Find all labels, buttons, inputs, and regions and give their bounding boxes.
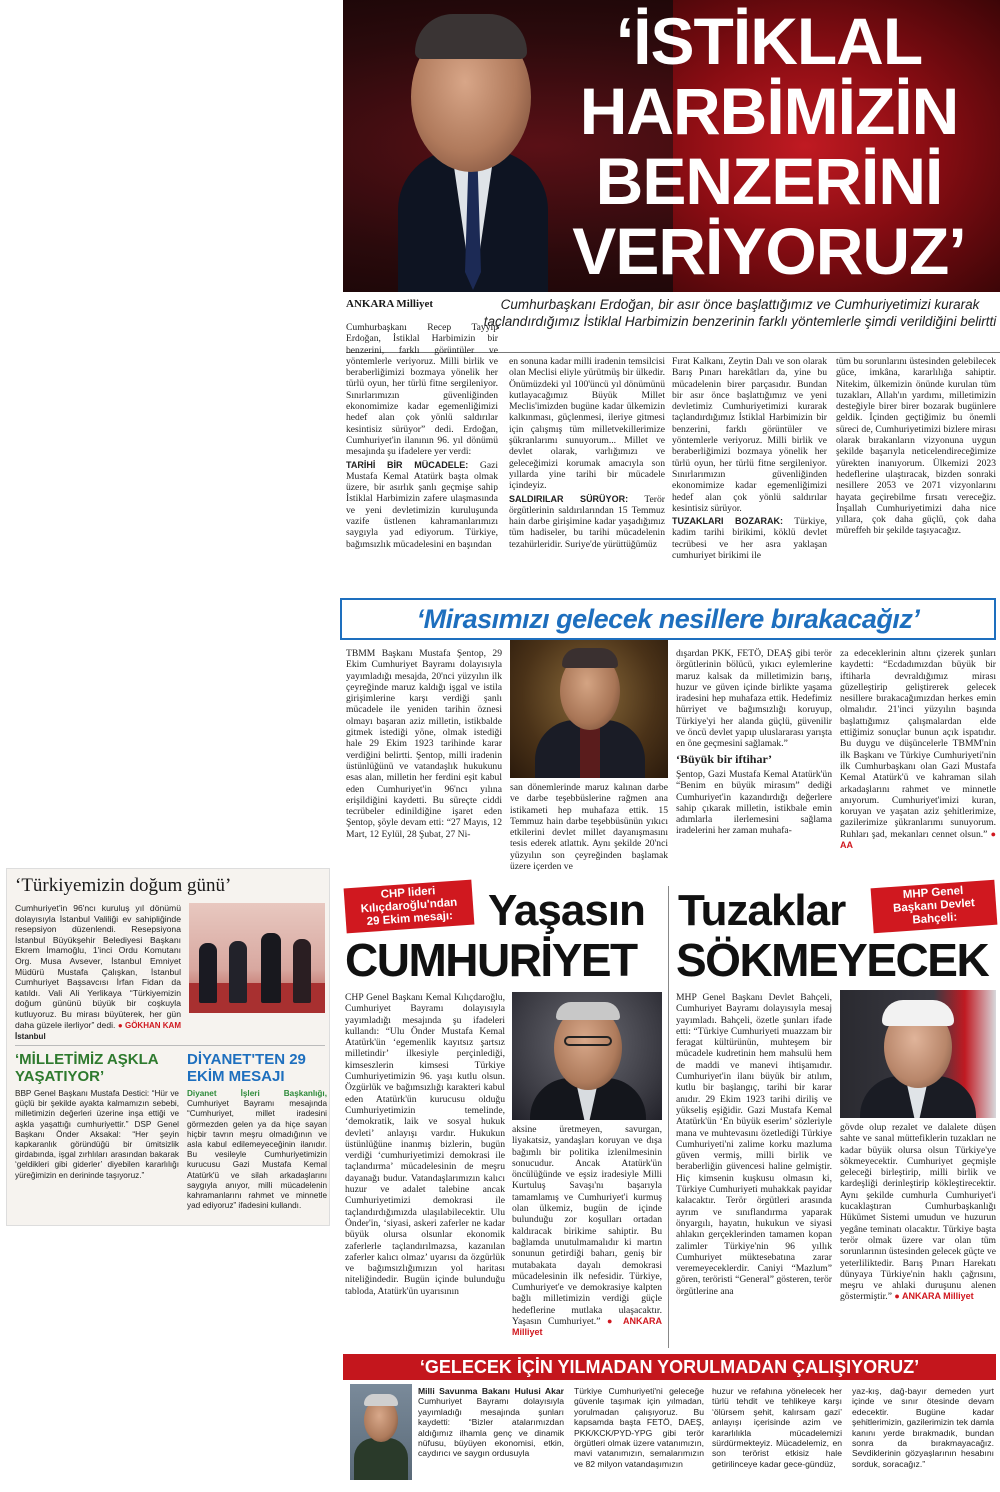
hero-headline: ‘İSTİKLAL HARBİMİZİN BENZERİNİ VERİYORUZ’ (572, 4, 966, 288)
erdogan-hair (415, 14, 527, 59)
sentop-photo (510, 640, 668, 778)
end-tag-aa: ● AA (840, 828, 996, 851)
bottom-banner: ‘GELECEK İÇİN YILMADAN YORULMADAN ÇALIŞIYORUZ’ (343, 1354, 996, 1380)
section2-banner: ‘Mirasımızı gelecek nesillere bırakacağız’ (340, 598, 996, 640)
chp-col-1: CHP Genel Başkanı Kemal Kılıçdaroğlu, Cumhuriyet Bayramı dolayısıyla yayımladığı mesajında şu ifadeleri kullandı: “Ulu Önder Mustafa Kemal Atatürk'ün ‘egemenlik kayıtsız şartsız milletindir’ ilkesiyle perçinlediği, kimseszlerin kimsesi Türkiye Cumhuriyetimizin 96. yaşı kutlu olsun. Özgürlük ve bağımsızlığı karakteri kabul eden Atatürk'ün kurucusu olduğu Cumhuriyetimizin temelinde, ‘demokratik, laik ve sosyal hukuk devleti’ anlayışı vardır. Hukukun üstünlüğüne inanmış bizlerin, bugün verdiği ‘cumhuriyetimizi demokrasi ile taçlandırma’ mücadelesinin de meşru dayanağı budur. Vatandaşlarımızın kalıcı huzur ve adalet talebine ancak Cumhuriyetimizi demokrasi ile taçlandırdığımızda ulaşılabilecektir. Ulu Önder'in, ‘siyasi, askeri zaferler ne kadar büyük olursa olsunlar ekonomik zaferlerle taçlandırılmazsa, kazanılan zaferler kalıcı olmaz’ uyarısı da özgürlük ve bağımsızlığımızın yol haritası niteliğindedir. Bugün içinde bulunduğu tabloda, Atatürk'ün uyarısının (345, 992, 505, 1297)
chp-headline-1: Yaşasın (488, 886, 645, 935)
akar-photo (350, 1384, 412, 1480)
subhead-iftihar: ‘Büyük bir iftihar’ (676, 751, 773, 766)
subhead-tarihi: TARİHİ BİR MÜCADELE: (346, 459, 469, 470)
bahceli-photo (840, 990, 996, 1118)
top-col-1: Cumhurbaşkanı Recep Tayyip Erdoğan, İstiklal Harbimizin bir benzerini, farklı görüntüler ve yöntemlerle veriyoruz. Milli birlik ve beraberliğimizi bozmaya yönelik her türlü oyun, her türlü fitne sergileniyor. Sınırlarımızın güvenliğinden ekonomimize kadar egemenliğimizi hedef alan çok yönlü saldırılar kesintisiz sürüyor” dedi. Erdoğan, Cumhuriyet'in ilanının 96. yıl dönümü mesajında şu ifadelere yer verdi: TARİHİ BİR MÜCADELE: Gazi Mustafa Kemal Atatürk başta olmak üzere, bir asırlık şanlı geçmişe sahip İstiklal Harbimizin zafere ulaşmasında ve yeni devletimizin kuruluşunda vazife üstlenen kahramanlarımızı saygıyla yad ediyorum. Türkiye, bağımsızlık mücadelesini en başından (346, 322, 498, 550)
bottom-col-1: Milli Savunma Bakanı Hulusi Akar Cumhuriyet Bayramı dolayısıyla yayımladığı mesajında şunları kaydetti: “Bizler atalarımızdan aldığımız ilhamla genç ve dinamik nüfusu, büyüyen ekonomisi, etkin, caydırıcı ve saygın ordusuyla (418, 1386, 564, 1459)
mhp-end-tag: ● ANKARA Milliyet (894, 1291, 974, 1302)
chp-col-2: aksine üretmeyen, savurgan, liyakatsiz, yandaşları koruyan ve dışa bağımlı bir politika izlenilmesinin sonucudur. Ancak Atatürk'ün öncülüğünde ve eşsiz iradesiyle Milli Kurtuluş Savaşı'nı başarıyla tamamlamış ve Cumhuriyet'i kurmuş olan ülkemiz, bugün de içinde bulunduğu zor koşulları ortadan kaldıracak birikime sahiptir. Bu bağlamda unutulmamalıdır ki martın sonunun getirdiği baharı, geniş bir mutabakata dayalı demokrasi mücadelesinin ilk nefesidir. Türkiye, Cumhuriyet'e ve demokrasiye kalpten bağlı milletimizin verdiği güçle hedeflerine mutlaka ulaşacaktır. Yaşasın Cumhuriyet.” ● ANKARA Milliyet (512, 1124, 662, 1338)
reception-photo (189, 903, 325, 1013)
sub1-text: BBP Genel Başkanı Mustafa Destici: “Hür ve güçlü bir şekilde ayakta kalmamızın sebebi, milletimizin değerleri üzerine inşa ettiği ve aşkla yaşattığı cumhuriyettir.” DSP Genel Başkanı Önder Aksakal: “Her şeyin kapkaranlık göründüğü bir ümitsizlik girdabında, işgal zırhlıları arasından bakarak ‘geldikleri gibi giderler’ diyebilen kararlılığı yüreğimizin en derininde taşıyoruz.” (15, 1089, 179, 1180)
subhead-tuzaklari: TUZAKLARI BOZARAK: (672, 516, 783, 527)
sub2-title: DİYANET'TEN 29 EKİM MESAJI (187, 1051, 306, 1085)
top-col1-text: Cumhurbaşkanı Recep Tayyip Erdoğan, İstiklal Harbimizin bir benzerini, farklı görüntüler ve yöntemlerle veriyoruz. Milli birlik ve beraberliğimizi bozmaya yönelik her türlü oyun, her türlü fitne sergileniyor. Sınırlarımızın güvenliğinden ekonomimize kadar egemenliğimizi hedef alan çok yönlü saldırılar kesintisiz sürüyor” dedi. Erdoğan, Cumhuriyet'in ilanının 96. yıl dönümü mesajında şu ifadelere yer verdi: (346, 322, 498, 458)
s2-col-4: za edeceklerinin altını çizerek şunları kaydetti: “Ecdadımızdan büyük bir iftiharla devraldığımız mirası güzelleştirip geliştirerek gelecek nesillere bırakacağımızdan herkes emin olmalıdır. 21'inci yüzyılın başında başlattığımız çalışmalardan elde ettiğimiz sonuçlar bunun açık ispatıdır. Bu duygu ve düşüncelerle TBMM'nin ilk Başkanı ve Türkiye Cumhuriyeti'nin ilk Cumhurbaşkanı olan Gazi Mustafa Kemal Atatürk'ü ve kahraman silah arkadaşlarını rahmet ve minnetle anıyorum. Cumhuriyet'imizi kuran, koruyan ve yaşatan aziz şehitlerimize, gazilerimize şükranlarımı sunuyorum. Ruhları şad, mekanları cennet olsun.” ● AA (840, 648, 996, 851)
mhp-kicker: MHP Genel Başkanı Devlet Bahçeli: (871, 880, 998, 934)
bottom-col-4: yaz-kış, dağ-bayır demeden yurt içinde ve sınır ötesinde devam edecektir. Bugüne kadar şehitlerimizin, gazilerimizin tek damla kanını yerde bırakmadık, bundan sonra da bırakmayacağız. Sevdiklerinin gözyaşlarının hesabını sorduk, soracağız.” (852, 1386, 994, 1469)
left-box-title: ‘Türkiyemizin doğum günü’ (15, 875, 232, 896)
left-box-text: Cumhuriyet'in 96'ncı kuruluş yıl dönümü dolayısıyla İstanbul Valiliği ev sahipliğinde resepsiyon düzenlendi. Resepsiyona İstanbul Büyükşehir Belediyesi Başkanı Ekrem İmamoğlu, 1'inci Ordu Komutanı Org. Musa Avsever, İstanbul Emniyet Müdürü Mustafa Çalışkan, İstanbul Cumhuriyet Başsavcısı İrfan Fidan da katıldı. Vali Ali Yerlikaya “Türkiyemizin doğum gününü büyük bir coşkuyla kutluyoruz. Bu mirası büyüterek, her gün daha güzele ilerliyor” dedi. ● GÖKHAN KAM İstanbul (15, 903, 181, 1042)
bottom-col-2: Türkiye Cumhuriyeti'ni geleceğe güvenle taşımak için yılmadan, yorulmadan çalışıyoruz. Bu kapsamda başta FETÖ, DAEŞ, PKK/KCK/PYD-YPG gibi terör örgütleri olmak üzere vatanımızın, mavi vatanımızın, semalarımızın ve 82 milyon vatandaşımızın (574, 1386, 704, 1469)
s2-col-2: san dönemlerinde maruz kalınan darbe ve darbe teşebbüslerine rağmen ana istikameti hep muhafaza ettik. 15 Temmuz hain darbe teşebbüsünün yıkıcı etkilerini devlet millet dayanışmasını tesis ederek atlattık. Aynı şekilde 20'nci yüzyılın son çeyreğinden başlamak üzere içerden ve (510, 782, 668, 873)
chp-end-tag: ● ANKARA Milliyet (512, 1316, 662, 1338)
hero-deck: Cumhurbaşkanı Erdoğan, bir asır önce başlattığımız ve Cumhuriyetimizi kurarak taçlandırdığımız İstiklal Harbimizin benzerinin farklı yöntemlerle şimdi verildiğini belirtti (483, 297, 997, 329)
mhp-col-1: MHP Genel Başkanı Devlet Bahçeli, Cumhuriyet Bayramı dolayısıyla mesaj yayımladı. Bahçeli, özetle şunları ifade etti: “Türkiye Cumhuriyeti muazzam bir feragat kültürünün, muhteşem bir mücadele kudretinin hem mahsulü hem de maddi ve manevi ihtişamıdır. Cumhuriyet'in ilanı büyük bir atılım, kutlu bir başlangıç, tarihi bir karar anıdır. 29 Ekim 1923 tarihi diriliş ve yükseliş eşiğidir. Gazi Mustafa Kemal Atatürk'ün ‘En büyük eserim’ sözleriyle mana ve muhtevasını özetlediği Türkiye Cumhuriyeti'ni zalime korku mazluma güven vermiş, milli birlik ve beraberliğin güvencesi haline gelmiştir. Hiç kimsenin kuşkusu olmasın ki, Türkiye Cumhuriyeti muhakkak payidar kalacaktır. Terör örgütleri arasında ayrım ve sınıflandırma yaparak önyargılı, hayatın, hukukun ve siyasi ahlakın gerçeklerinden tamamen kopan zalimler Türkiye'nin 96 yıllık Cumhuriyet müktesebatına zarar veremeyeceklerdir. Caniyi “Mazlum” gören, teröristi “General” gösteren, terör örgütlerine ana (676, 992, 832, 1297)
kilicdaroglu-photo (512, 992, 662, 1120)
sub1-title: ‘MİLLETİMİZ AŞKLA YAŞATIYOR’ (15, 1051, 159, 1085)
mhp-headline-2: SÖKMEYECEK (676, 934, 989, 986)
hero-panel (343, 0, 1000, 292)
s2-col-3: dışardan PKK, FETÖ, DEAŞ gibi terör örgütlerinin bölücü, yıkıcı eylemlerine maruz kalsak da milletimizin barış, huzur ve güven içinde birlikte yaşama iradesini hep muhafaza ettik. Hedefimiz hürriyet ve bağımsızlığı koruyup, Türkiye'yi her alanda güçlü, güvenilir ve öncü devlet yapıp uluslararası yarışta en öne geçmesini sağlamak.” ‘Büyük bir iftihar’ Şentop, Gazi Mustafa Kemal Atatürk'ün “Benim en büyük mirasım” dediği Cumhuriyet'in kazandırdığı değerlere sahip çıkarak milletin, istikbale emin adımlarla ilerlemesini sağlama iradelerini her zaman muhafa- (676, 648, 832, 837)
top-col-4: tüm bu sorunlarını üstesinden gelebilecek güce, imkâna, kararlılığa sahiptir. Nitekim, ülkemizin önünde kurulan tüm tuzakları, Allah'ın yardımı, milletimizin desteğiyle birer birer bozarak bugünlere geldik. İçinden geçtiğimiz bu önemli süreci de, Cumhuriyetimizi bizlere mirası olarak bırakanların vizyonuna uygun şekilde başarıyla neticelendireceğimize yürekten inanıyorum. Ülkemizi 2023 hedeflerine ulaştıracak, bizden sonraki nesillere 2053 ve 2071 vizyonlarını hayata geçirebilme fırsatı vereceğiz. İnşallah Cumhuriyetimizi daha nice yıllara, çok daha güçlü, çok daha müreffeh bir şekilde taşıyacağız. (836, 356, 996, 537)
s2-col-1: TBMM Başkanı Mustafa Şentop, 29 Ekim Cumhuriyet Bayramı dolayısıyla yayımladığı mesajda, 20'nci yüzyılın ilk çeyreğinde maruz kaldığı işgal ve istila girişimlerine karşı verdiği şanlı mücadele ile yeniden tarihin öznesi olmayı başaran aziz milletin, istikbalde gitmek istediği yöne, olmak istediği hale 29 Ekim 1923 tarihinde karar verdiğini belirtti. Şentop, milli iradenin üstünlüğünü ve vatandaşlık hukukunu esas alan, milletin her ferdini eşit kabul eden Cumhuriyet'in 96'ncı yılına erişildiğini kaydetti. Bu süreçte ciddi tecrübeler edinildiğine işaret eden Şentop, şöyle devam etti: “27 Mayıs, 12 Mart, 12 Eylül, 28 Şubat, 27 Ni- (346, 648, 502, 840)
sub2-text: Diyanet İşleri Başkanlığı, Cumhuriyet Bayramı mesajında “Cumhuriyet, millet iradesini görmezden gelen ya da hiçe sayan hiçbir tavrın meşru olmadığının ve asla kabul edilemeyeceğinin ilanıdır. Bu vesileyle Cumhuriyetimizin kurucusu Gazi Mustafa Kemal Atatürk'ü ve silah arkadaşlarını saygıyla anıyor, milli mücadelenin kahramanlarını rahmet ve minnetle yad ediyoruz” ifadesini kullandı. (187, 1089, 327, 1211)
chp-headline-2: CUMHURİYET (345, 934, 637, 986)
bottom-col-3: huzur ve refahına yönelecek her türlü tehdit ve tehlikeye karşı ‘ölürsem şehit, kalırsam gazi’ anlayışı içerisinde azim ve kararlılıkla mücadelemizi sürdürmekteyiz. Mücadelemiz, en son terörist etkisiz hale getirilinceye kadar gece-gündüz, (712, 1386, 842, 1469)
chp-kicker: CHP lideri Kılıçdaroğlu'ndan 29 Ekim mesajı: (344, 880, 475, 934)
subhead-saldirilar: SALDIRILAR SÜRÜYOR: (509, 493, 629, 504)
left-box (6, 868, 330, 1226)
top-col-3: Fırat Kalkanı, Zeytin Dalı ve son olarak Barış Pınarı harekâtları da, yine bu mücadelenin birer parçasıdır. Bundan bir asır önce başlattığımız ve yeni devletimiz Cumhuriyetimizi kurarak taçlandırdığımız İstiklal Harbimizin bir benzerini, farklı görüntüler ve yöntemlerle veriyoruz. Milli birlik ve beraberliğimizi bozmaya yönelik her türlü oyun, her türlü fitne sergileniyor. Sınırlarımızın güvenliğinden ekonomimize kadar egemenliğimizi hedef alan çok yönlü saldırılar kesintisiz sürüyor. TUZAKLARI BOZARAK: Türkiye, kadim tarihi birikimi, köklü devlet tecrübesi ve her asra yaklaşan cumhuriyet birikimi ile (672, 356, 827, 562)
top-col-2: en sonuna kadar milli iradenin temsilcisi olan Meclisi eliyle yürütmüş bir ülkedir. Önümüzdeki yıl 100'üncü yıl dönümünü kutlayacağımız Büyük Millet Meclis'imizden bugüne kadar ülkemizin kalkınması, güçlenmesi, ileriye gitmesi için çalışmış tüm milletvekillerimize şükranlarımı sunuyorum... Millet ve devlet olarak, varlığımızı ve geleceğimizi korumak amacıyla son yıllarda yine tarihi bir mücadele içindeyiz. SALDIRILAR SÜRÜYOR: Terör örgütlerinin saldırılarından 15 Temmuz hain darbe girişimine kadar yaşadığımız tüm hadiseler, bu tarihi mücadelenin tezahürleridir. Suriye'de yürüttüğümüz (509, 356, 665, 550)
mhp-headline-1: Tuzaklar (678, 886, 846, 935)
mhp-col-2: gövde olup rezalet ve dalalete düşen sahte ve sanal müttefiklerin tuzakları ne kadar büyük olursa olsun Türkiye'ye sökmeyecektir. Cumhuriyet geçmişle geleceği birleştirip, milli birlik ve kardeşliği derinleştirip kökleştirecektir. Aynı şekilde cumhurla Cumhuriyet'i kucaklaştıran Cumhurbaşkanlığı Hükümet Sistemi umudun ve huzurun yegâne teminatı olacaktır. Türkiye başta terör olmak üzere var olan tüm sorunlarının üstesinden gelecek güçte ve yeterliliktedir. Barış Pınarı Harekatı dünyaya Türkiye'nin haklı çağrısını, meşru ve ahlaki duruşunu alenen göstermiştir.” ● ANKARA Milliyet (840, 1122, 996, 1303)
byline: ANKARA Milliyet (346, 298, 434, 310)
middle-divider (668, 886, 669, 1348)
